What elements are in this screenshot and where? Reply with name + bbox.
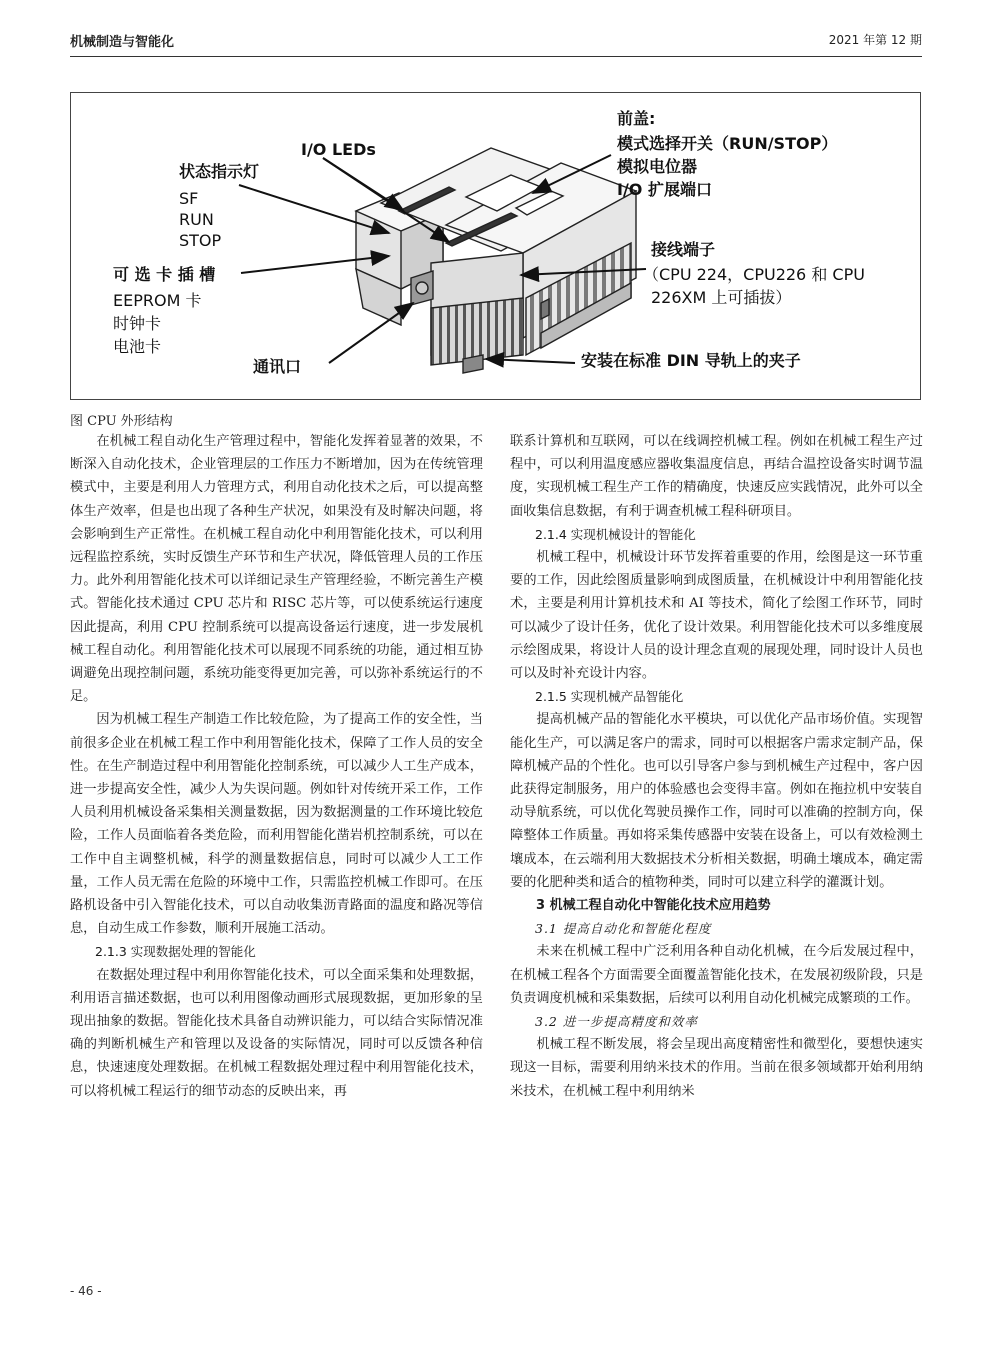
paragraph-continued: 联系计算机和互联网，可以在线调控机械工程。例如在机械工程生产过程中，可以利用温度感应器收集温度信息，再结合温控设备实时调节温度，实现机械工程生产工作的精确度，快速反应实践情况，此外可以全面收集信息数据，有利于调查机械工程科研项目。 <box>510 434 923 519</box>
status-sf-label: SF <box>179 189 199 208</box>
eeprom-card-label: EEPROM 卡 <box>113 291 202 310</box>
battery-card-label: 电池卡 <box>113 337 162 356</box>
clock-card-label: 时钟卡 <box>113 314 162 333</box>
subsection-heading: 2.1.4 实现机械设计的智能化 <box>535 526 696 542</box>
status-stop-label: STOP <box>179 231 222 250</box>
running-header <box>70 28 922 54</box>
terminal-note-line2: 226XM 上可插拔） <box>651 288 792 307</box>
issue-number: 2021 年第 12 期 <box>828 33 922 47</box>
terminal-title: 接线端子 <box>651 240 716 259</box>
figure-caption: 图 CPU 外形结构 <box>70 414 173 429</box>
comm-port-label: 通讯口 <box>253 357 302 376</box>
terminal-note-line1: （CPU 224，CPU226 和 CPU <box>643 265 865 284</box>
subsection-heading: 2.1.5 实现机械产品智能化 <box>535 689 684 705</box>
cpu-figure <box>70 92 921 400</box>
subsection-heading: 3.1 提高自动化和智能化程度 <box>535 921 712 937</box>
paragraph: 因为机械工程生产制造工作比较危险，为了提高工作的安全性，当前很多企业在机械工程工作中利用智能化技术，保障了工作人员的安全性。在生产制造过程中利用智能化控制系统，可以减少人工生产成本，进一步提高安全性，减少人为失误问题。例如针对传统开采工作，工作人员利用机械设备采集相关测量数据，因为数据测量的工作环境比较危险，工作人员面临着各类危险，而利用智能化凿岩机控制系统，可以在工作中自主调整机械，科学的测量数据信息，同时可以减少人工工作量，工作人员无需在危险的环境中工作，只需监控机械工作即可。在压路机设备中引入智能化技术，可以自动收集沥青路面的温度和路况等信息，自动生成工作参数，顺利开展施工活动。 <box>70 712 483 937</box>
paragraph: 提高机械产品的智能化水平模块，可以优化产品市场价值。实现智能化生产，可以满足客户的需求，同时可以根据客户需求定制产品，保障机械产品的个性化。也可以引导客户参与到机械生产过程中，客户因此获得定制服务，用户的体验感也会变得丰富。例如在拖拉机中安装自动导航系统，可以优化驾驶员操作工作，同时可以准确的控制方向，保障整体工作质量。再如将采集传感器中安装在设备上，可以有效检测土壤成本，在云端利用大数据技术分析相关数据，明确土壤成本，确定需要的化肥种类和适合的植物种类，同时可以建立科学的灌溉计划。 <box>510 712 923 890</box>
journal-name: 机械制造与智能化 <box>70 35 175 50</box>
paragraph: 在机械工程自动化生产管理过程中，智能化发挥着显著的效果，不断深入自动化技术，企业管理层的工作压力不断增加，因为在传统管理模式中，主要是利用人力管理方式，利用自动化技术之后，可以提高整体生产效率，但是也出现了各种生产状况，如果没有及时解决问题，将会影响到生产正常性。在机械工程自动化中利用智能化技术，可以利用远程监控系统，实时反馈生产环节和生产状况，降低管理人员的工作压力。此外利用智能化技术可以详细记录生产管理经验，不断完善生产模式。智能化技术通过 CPU 芯片和 RISC 芯片等，可以使系统运行速度因此提高，利用 CPU 控制系统可以提高设备运行速度，进一步发展机械工程自动化。利用智能化技术可以展现不同系统的功能，通过相互协调避免出现控制问题，系统功能变得更加完善，可以弥补系统运行的不足。 <box>70 434 483 705</box>
paragraph: 未来在机械工程中广泛利用各种自动化机械，在今后发展过程中，在机械工程各个方面需要全面覆盖智能化技术，在发展初级阶段，只是负责调度机械和采集数据，后续可以利用自动化机械完成繁琐的工作。 <box>510 944 923 1006</box>
front-cover-title: 前盖: <box>617 109 656 128</box>
paragraph: 机械工程不断发展，将会呈现出高度精密性和微型化，要想快速实现这一目标，需要利用纳米技术的作用。当前在很多领域都开始利用纳米技术，在机械工程中利用纳米 <box>510 1037 923 1099</box>
din-clip-label: 安装在标准 DIN 导轨上的夹子 <box>581 351 801 370</box>
analog-pot-label: 模拟电位器 <box>617 157 698 176</box>
subsection-heading: 3.2 进一步提高精度和效率 <box>535 1014 698 1030</box>
paragraph: 机械工程中，机械设计环节发挥着重要的作用，绘图是这一环节重要的工作，因此绘图质量影响到成图质量，在机械设计中利用智能化技术，主要是利用计算机技术和 AI 等技术，简化了绘图工作环节，同时可以减少了设计任务，优化了设计效果。利用智能化技术可以多维度展示绘图成果，将设计人员的设计理念直观的展现处理，同时设计人员也可以及时补充设计内容。 <box>510 550 923 682</box>
left-column <box>70 430 483 1103</box>
paragraph: 在数据处理过程中利用你智能化技术，可以全面采集和处理数据，利用语言描述数据，也可以利用图像动画形式展现数据，更加形象的呈现出抽象的数据。智能化技术具备自动辨识能力，可以结合实际情况准确的判断机械生产和管理以及设备的实际情况，同时可以反馈各种信息，快速速度处理数据。在机械工程数据处理过程中利用智能化技术，可以将机械工程运行的细节动态的反映出来，再 <box>70 967 483 1099</box>
header-rule <box>70 56 922 57</box>
subsection-heading: 2.1.3 实现数据处理的智能化 <box>95 944 256 960</box>
cpu-body <box>356 148 636 373</box>
optional-slot-title: 可 选 卡 插 槽 <box>113 265 216 284</box>
status-indicator-title: 状态指示灯 <box>179 162 260 181</box>
page-number: - 46 - <box>70 1284 102 1298</box>
io-leds-label: I/O LEDs <box>301 140 376 159</box>
right-column <box>510 430 923 1103</box>
io-expansion-label: I/O 扩展端口 <box>617 180 712 199</box>
status-run-label: RUN <box>179 210 214 229</box>
section-heading: 3 机械工程自动化中智能化技术应用趋势 <box>536 898 771 914</box>
mode-switch-label: 模式选择开关（RUN/STOP） <box>617 134 838 153</box>
